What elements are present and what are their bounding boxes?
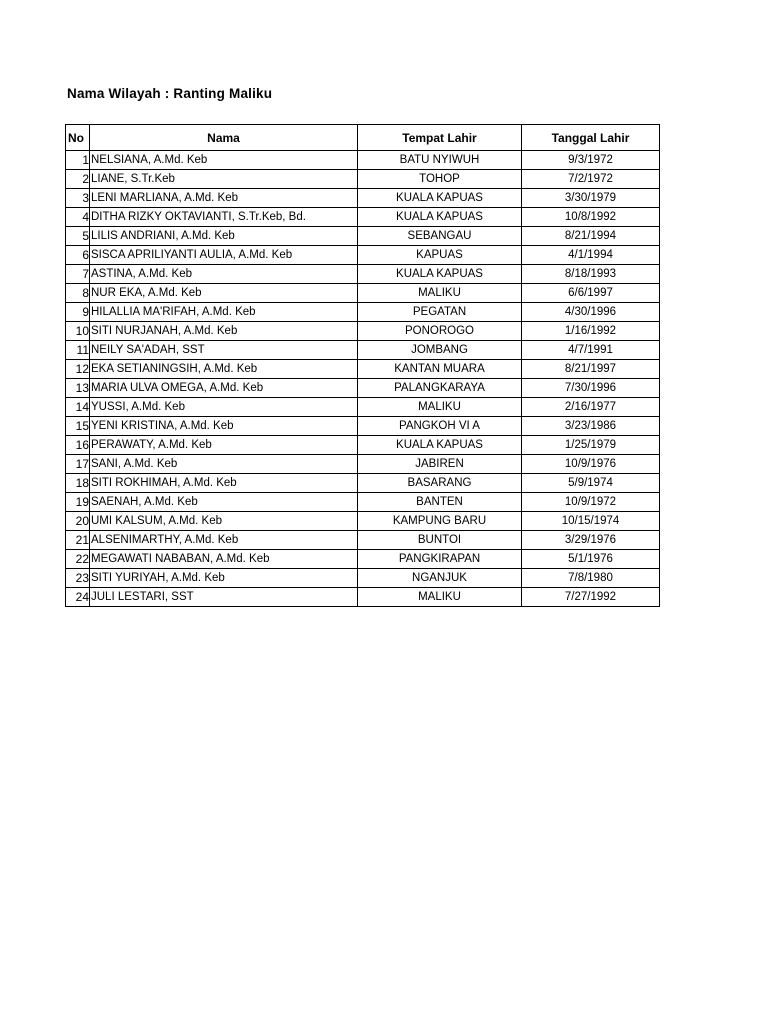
cell-tempat-lahir: MALIKU xyxy=(358,588,522,607)
cell-tempat-lahir: PEGATAN xyxy=(358,303,522,322)
cell-nama: ALSENIMARTHY, A.Md. Keb xyxy=(90,531,358,550)
cell-no: 10 xyxy=(66,322,90,341)
cell-tempat-lahir: KUALA KAPUAS xyxy=(358,189,522,208)
cell-tanggal-lahir: 1/25/1979 xyxy=(522,436,660,455)
page-title: Nama Wilayah : Ranting Maliku xyxy=(67,86,273,101)
cell-nama: DITHA RIZKY OKTAVIANTI, S.Tr.Keb, Bd. xyxy=(90,208,358,227)
table-row xyxy=(66,151,660,170)
cell-tempat-lahir: MALIKU xyxy=(358,284,522,303)
cell-nama: EKA SETIANINGSIH, A.Md. Keb xyxy=(90,360,358,379)
table-row xyxy=(66,227,660,246)
table-row xyxy=(66,531,660,550)
column-header-tanggal-lahir: Tanggal Lahir xyxy=(522,125,660,151)
cell-tempat-lahir: KANTAN MUARA xyxy=(358,360,522,379)
cell-tempat-lahir: BANTEN xyxy=(358,493,522,512)
cell-tempat-lahir: BATU NYIWUH xyxy=(358,151,522,170)
table-row xyxy=(66,474,660,493)
cell-nama: SITI ROKHIMAH, A.Md. Keb xyxy=(90,474,358,493)
table-row xyxy=(66,512,660,531)
cell-no: 19 xyxy=(66,493,90,512)
cell-tanggal-lahir: 9/3/1972 xyxy=(522,151,660,170)
cell-nama: SANI, A.Md. Keb xyxy=(90,455,358,474)
cell-no: 24 xyxy=(66,588,90,607)
table-row xyxy=(66,493,660,512)
cell-nama: SITI YURIYAH, A.Md. Keb xyxy=(90,569,358,588)
cell-tempat-lahir: PALANGKARAYA xyxy=(358,379,522,398)
cell-nama: NUR EKA, A.Md. Keb xyxy=(90,284,358,303)
cell-nama: PERAWATY, A.Md. Keb xyxy=(90,436,358,455)
cell-tanggal-lahir: 10/9/1976 xyxy=(522,455,660,474)
cell-tanggal-lahir: 4/7/1991 xyxy=(522,341,660,360)
table-row xyxy=(66,322,660,341)
table-row xyxy=(66,208,660,227)
table-row xyxy=(66,246,660,265)
cell-tanggal-lahir: 5/9/1974 xyxy=(522,474,660,493)
cell-tempat-lahir: NGANJUK xyxy=(358,569,522,588)
cell-tempat-lahir: BASARANG xyxy=(358,474,522,493)
cell-no: 23 xyxy=(66,569,90,588)
cell-nama: YENI KRISTINA, A.Md. Keb xyxy=(90,417,358,436)
cell-no: 4 xyxy=(66,208,90,227)
cell-no: 14 xyxy=(66,398,90,417)
cell-no: 20 xyxy=(66,512,90,531)
table-row xyxy=(66,436,660,455)
table-row xyxy=(66,569,660,588)
column-header-nama: Nama xyxy=(90,125,358,151)
cell-tanggal-lahir: 6/6/1997 xyxy=(522,284,660,303)
cell-tanggal-lahir: 10/8/1992 xyxy=(522,208,660,227)
cell-nama: LILIS ANDRIANI, A.Md. Keb xyxy=(90,227,358,246)
cell-no: 21 xyxy=(66,531,90,550)
cell-tanggal-lahir: 8/18/1993 xyxy=(522,265,660,284)
cell-tanggal-lahir: 7/30/1996 xyxy=(522,379,660,398)
cell-tempat-lahir: JOMBANG xyxy=(358,341,522,360)
cell-tempat-lahir: KUALA KAPUAS xyxy=(358,436,522,455)
cell-no: 12 xyxy=(66,360,90,379)
cell-tanggal-lahir: 1/16/1992 xyxy=(522,322,660,341)
cell-no: 5 xyxy=(66,227,90,246)
cell-nama: MARIA ULVA OMEGA, A.Md. Keb xyxy=(90,379,358,398)
cell-tanggal-lahir: 5/1/1976 xyxy=(522,550,660,569)
cell-tanggal-lahir: 7/27/1992 xyxy=(522,588,660,607)
cell-tanggal-lahir: 8/21/1997 xyxy=(522,360,660,379)
cell-nama: NEILY SA'ADAH, SST xyxy=(90,341,358,360)
table-row xyxy=(66,588,660,607)
table-row xyxy=(66,265,660,284)
cell-tanggal-lahir: 7/8/1980 xyxy=(522,569,660,588)
cell-tempat-lahir: PONOROGO xyxy=(358,322,522,341)
cell-tempat-lahir: PANGKIRAPAN xyxy=(358,550,522,569)
cell-tanggal-lahir: 10/15/1974 xyxy=(522,512,660,531)
cell-tanggal-lahir: 3/30/1979 xyxy=(522,189,660,208)
cell-tanggal-lahir: 4/1/1994 xyxy=(522,246,660,265)
cell-nama: JULI LESTARI, SST xyxy=(90,588,358,607)
cell-nama: YUSSI, A.Md. Keb xyxy=(90,398,358,417)
cell-no: 6 xyxy=(66,246,90,265)
cell-nama: ASTINA, A.Md. Keb xyxy=(90,265,358,284)
column-header-no: No xyxy=(66,125,90,151)
cell-tempat-lahir: KAPUAS xyxy=(358,246,522,265)
column-header-tempat-lahir: Tempat Lahir xyxy=(358,125,522,151)
cell-tempat-lahir: MALIKU xyxy=(358,398,522,417)
cell-no: 18 xyxy=(66,474,90,493)
cell-no: 1 xyxy=(66,151,90,170)
cell-nama: SISCA APRILIYANTI AULIA, A.Md. Keb xyxy=(90,246,358,265)
table-row xyxy=(66,417,660,436)
table-row xyxy=(66,360,660,379)
cell-nama: HILALLIA MA'RIFAH, A.Md. Keb xyxy=(90,303,358,322)
cell-nama: SAENAH, A.Md. Keb xyxy=(90,493,358,512)
cell-tempat-lahir: JABIREN xyxy=(358,455,522,474)
table-row xyxy=(66,550,660,569)
table-row xyxy=(66,189,660,208)
cell-tanggal-lahir: 2/16/1977 xyxy=(522,398,660,417)
cell-no: 9 xyxy=(66,303,90,322)
cell-no: 16 xyxy=(66,436,90,455)
table-body xyxy=(66,151,660,607)
table-row xyxy=(66,379,660,398)
member-table xyxy=(65,124,660,607)
cell-nama: MEGAWATI NABABAN, A.Md. Keb xyxy=(90,550,358,569)
table-row xyxy=(66,341,660,360)
table-header-row xyxy=(66,125,660,151)
table-row xyxy=(66,284,660,303)
cell-tanggal-lahir: 4/30/1996 xyxy=(522,303,660,322)
cell-no: 13 xyxy=(66,379,90,398)
cell-nama: NELSIANA, A.Md. Keb xyxy=(90,151,358,170)
cell-tempat-lahir: KUALA KAPUAS xyxy=(358,208,522,227)
table-row xyxy=(66,398,660,417)
cell-tempat-lahir: PANGKOH VI A xyxy=(358,417,522,436)
cell-nama: LIANE, S.Tr.Keb xyxy=(90,170,358,189)
cell-no: 3 xyxy=(66,189,90,208)
cell-tanggal-lahir: 8/21/1994 xyxy=(522,227,660,246)
cell-tempat-lahir: TOHOP xyxy=(358,170,522,189)
cell-nama: LENI MARLIANA, A.Md. Keb xyxy=(90,189,358,208)
cell-no: 7 xyxy=(66,265,90,284)
table-row xyxy=(66,455,660,474)
cell-no: 15 xyxy=(66,417,90,436)
cell-no: 8 xyxy=(66,284,90,303)
cell-tanggal-lahir: 3/23/1986 xyxy=(522,417,660,436)
table-row xyxy=(66,303,660,322)
table-row xyxy=(66,170,660,189)
cell-tempat-lahir: KAMPUNG BARU xyxy=(358,512,522,531)
cell-nama: UMI KALSUM, A.Md. Keb xyxy=(90,512,358,531)
cell-tanggal-lahir: 7/2/1972 xyxy=(522,170,660,189)
cell-tempat-lahir: BUNTOI xyxy=(358,531,522,550)
cell-no: 22 xyxy=(66,550,90,569)
cell-no: 2 xyxy=(66,170,90,189)
cell-nama: SITI NURJANAH, A.Md. Keb xyxy=(90,322,358,341)
cell-tempat-lahir: KUALA KAPUAS xyxy=(358,265,522,284)
cell-tanggal-lahir: 10/9/1972 xyxy=(522,493,660,512)
cell-tanggal-lahir: 3/29/1976 xyxy=(522,531,660,550)
cell-no: 11 xyxy=(66,341,90,360)
cell-tempat-lahir: SEBANGAU xyxy=(358,227,522,246)
cell-no: 17 xyxy=(66,455,90,474)
